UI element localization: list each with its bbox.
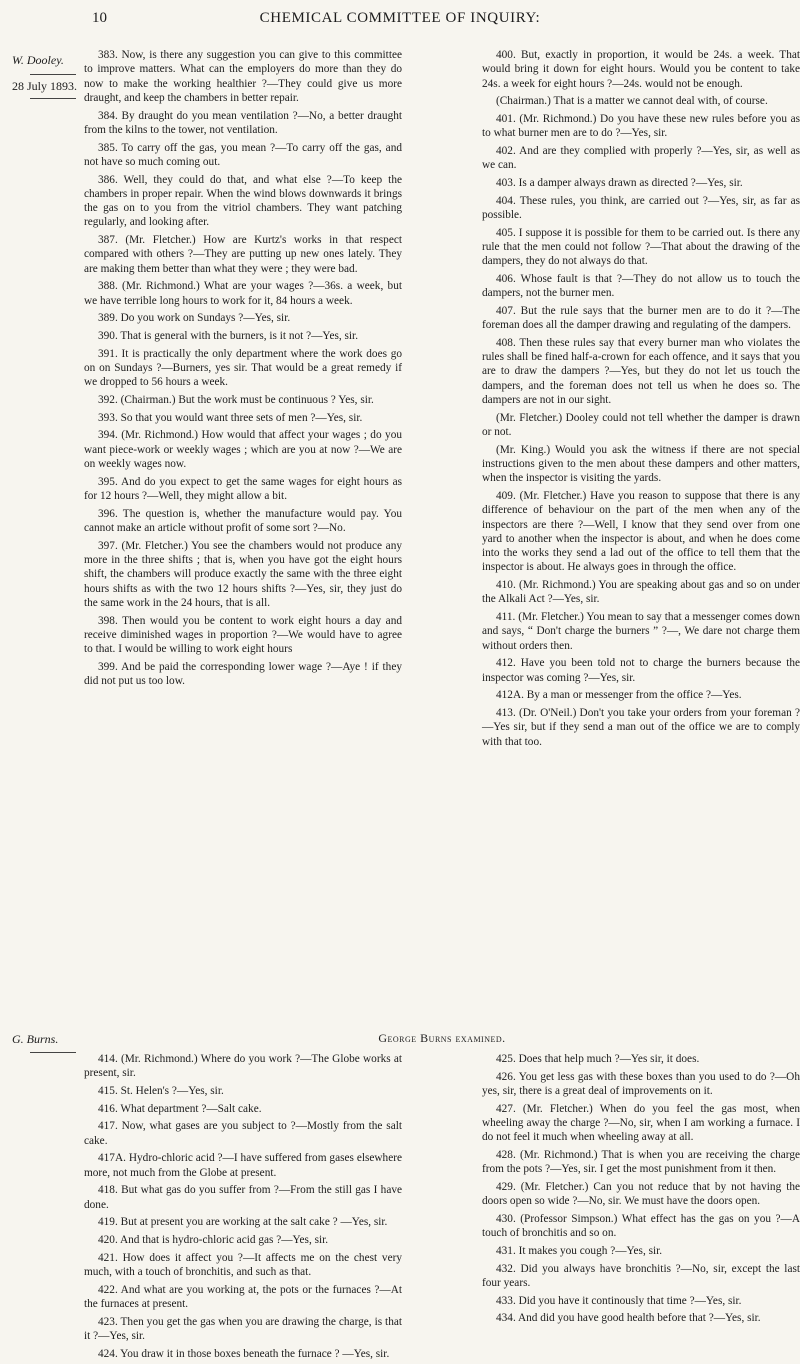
section2-left-column [84, 1052, 402, 1364]
paragraph: 412A. By a man or messenger from the office ?—Yes. [496, 689, 742, 702]
margin-divider [30, 74, 76, 75]
paragraph: 434. And did you have good health before that ?—Yes, sir. [496, 1312, 761, 1325]
paragraph: (Mr. Fletcher.) Dooley could not tell whether the damper is drawn or not. [482, 411, 800, 439]
paragraph: 389. Do you work on Sundays ?—Yes, sir. [98, 312, 291, 325]
paragraph: 427. (Mr. Fletcher.) When do you feel the gas most, when wheeling away the charge ?—No, sir, when I am working a furnace. I do not feel it much when wheeling away at all. [482, 1102, 800, 1144]
section1-right-column [482, 48, 800, 752]
witness-name-margin: G. Burns. [12, 1032, 59, 1046]
paragraph: 396. The question is, whether the manufacture would pay. You cannot make an article without profit of some sort ?—No. [84, 507, 402, 534]
paragraph: 399. And be paid the corresponding lower wage ?—Aye ! if they did not put us too low. [84, 660, 402, 688]
examination-heading: George Burns examined. [378, 1031, 506, 1045]
paragraph: 384. By draught do you mean ventilation ?—No, a better draught from the kilns to the tower, not ventilation. [84, 109, 402, 136]
paragraph: 429. (Mr. Fletcher.) Can you not reduce that by not having the doors open so wide ?—No, sir. We must have the doors open. [482, 1180, 800, 1208]
paragraph: 393. So that you would want three sets of men ?—Yes, sir. [98, 411, 363, 424]
paragraph: 412. Have you been told not to charge the burners because the inspector was coming ?—Yes, sir. [482, 657, 800, 684]
paragraph: 417A. Hydro-chloric acid ?—I have suffered from gases elsewhere more, not much from the Globe at present. [84, 1152, 402, 1179]
paragraph: 419. But at present you are working at the salt cake ? —Yes, sir. [98, 1216, 388, 1229]
paragraph: 418. But what gas do you suffer from ?—From the still gas I have done. [84, 1184, 402, 1211]
paragraph: 385. To carry off the gas, you mean ?—To carry off the gas, and not have so much coming out. [84, 141, 402, 168]
paragraph: 423. Then you get the gas when you are drawing the charge, is that it ?—Yes, sir. [84, 1315, 402, 1342]
paragraph: 433. Did you have it continously that time ?—Yes, sir. [496, 1294, 742, 1307]
margin-divider [30, 1052, 76, 1053]
paragraph: (Mr. King.) Would you ask the witness if there are not special instructions given to the men about these dampers and other matters, when the inspector is visiting the yards. [482, 443, 800, 485]
paragraph: 417. Now, what gases are you subject to ?—Mostly from the salt cake. [84, 1120, 402, 1147]
paragraph: 386. Well, they could do that, and what else ?—To keep the chambers in proper repair. When the wind blows downwards it brings the gas on to you from the vitriol chambers. They want patching regularly, and looking after. [84, 173, 402, 229]
margin-divider [30, 98, 76, 99]
witness-name-margin: W. Dooley. [12, 53, 64, 67]
paragraph: 431. It makes you cough ?—Yes, sir. [496, 1244, 663, 1257]
section1-left-column [84, 48, 402, 692]
page-header [0, 4, 800, 32]
paragraph: 430. (Professor Simpson.) What effect has the gas on you ?—A touch of bronchitis and so on. [482, 1212, 800, 1240]
paragraph: 425. Does that help much ?—Yes sir, it does. [496, 1053, 700, 1065]
paragraph: 420. And that is hydro-chloric acid gas ?—Yes, sir. [98, 1234, 329, 1246]
page-number: 10 [92, 10, 107, 26]
paragraph: 411. (Mr. Fletcher.) You mean to say that a messenger comes down and says, “ Don't charge the burners ” ?—, We dare not charge them without orders then. [482, 611, 800, 652]
paragraph: 408. Then these rules say that every burner man who violates the rules shall be fined half-a-crown for each offence, and it says that you are to draw the dampers ?—Yes, but they do not let us touch the dampers, and the foreman does not tell us when he does so. The dampers are not in our sight. [482, 336, 800, 407]
running-title: CHEMICAL COMMITTEE OF INQUIRY: [259, 10, 541, 26]
paragraph: 392. (Chairman.) But the work must be continuous ? Yes, sir. [98, 394, 374, 407]
paragraph: 421. How does it affect you ?—It affects me on the chest very much, with a touch of bronchitis, and such as that. [84, 1251, 402, 1278]
paragraph: 394. (Mr. Richmond.) How would that affect your wages ; do you want piece-work or weekly wages ; which are you at now ?—We are on weekly wages now. [84, 429, 402, 471]
paragraph: 403. Is a damper always drawn as directed ?—Yes, sir. [496, 176, 743, 189]
paragraph: 422. And what are you working at, the pots or the furnaces ?—At the furnaces at present. [84, 1283, 402, 1310]
paragraph: 400. But, exactly in proportion, it would be 24s. a week. That would bring it down for eight hours. Would you be content to take 24s. a week for eight hours ?—24s. would not be enough. [482, 49, 800, 90]
paragraph: 432. Did you always have bronchitis ?—No, sir, except the last four years. [482, 1262, 800, 1289]
paragraph: 387. (Mr. Fletcher.) How are Kurtz's works in that respect compared with others ?—They are putting up new ones lately. They are making them better than what they were ; they were bad. [84, 234, 402, 275]
paragraph: 404. These rules, you think, are carried out ?—Yes, sir, as far as possible. [482, 194, 800, 221]
paragraph: (Chairman.) That is a matter we cannot deal with, of course. [496, 95, 768, 108]
paragraph: 398. Then would you be content to work eight hours a day and receive diminished wages in proportion ?—We would have to agree to that. I would be willing to work eight hours [84, 614, 402, 656]
paragraph: 428. (Mr. Richmond.) That is when you are receiving the charge from the pots ?—Yes, sir. I get the most punishment from it then. [482, 1148, 800, 1176]
paragraph: 402. And are they complied with properly ?—Yes, sir, as well as we can. [482, 144, 800, 172]
paragraph: 390. That is general with the burners, is it not ?—Yes, sir. [98, 330, 359, 343]
paragraph: 424. You draw it in those boxes beneath the furnace ? —Yes, sir. [98, 1347, 390, 1360]
paragraph: 395. And do you expect to get the same wages for eight hours as for 12 hours ?—Well, they might allow a bit. [84, 475, 402, 502]
paragraph: 426. You get less gas with these boxes than you used to do ?—Oh yes, sir, there is a great deal of improvements on it. [482, 1070, 800, 1097]
section2-right-column [482, 1052, 800, 1329]
paragraph: 405. I suppose it is possible for them to be carried out. Is there any rule that the men could not follow ?—That about the drawing of the dampers, they do not always do that. [482, 226, 800, 268]
paragraph: 391. It is practically the only department where the work does go on on Sundays ?—Burners, yes sir. That would be a great remedy if we dropped to 56 hours a week. [84, 347, 402, 389]
paragraph: 406. Whose fault is that ?—They do not allow us to touch the dampers, not the burner men. [482, 272, 800, 300]
paragraph: 416. What department ?—Salt cake. [98, 1102, 262, 1115]
paragraph: 415. St. Helen's ?—Yes, sir. [98, 1084, 224, 1097]
date-margin: 28 July 1893. [12, 79, 78, 93]
paragraph: 409. (Mr. Fletcher.) Have you reason to suppose that there is any difference of behaviour on the part of the men when any of the inspectors are there ?—Well, I know that they send over from one yard to another when the inspector is about, and when he does come into the works they send a lad out of the office to tell them that the inspector is about. He always goes in through the office. [482, 490, 800, 574]
paragraph: 388. (Mr. Richmond.) What are your wages ?—36s. a week, but we have terrible long hours to work for it, 84 hours a week. [84, 280, 402, 307]
paragraph: 383. Now, is there any suggestion you can give to this committee to improve matters. What can the employers do more than they do now to make the working healthier ?—They could give us more draught, and keep the chambers in better repair. [84, 49, 402, 104]
paragraph: 401. (Mr. Richmond.) Do you have these new rules before you as to what burner men are to do ?—Yes, sir. [482, 112, 800, 140]
paragraph: 413. (Dr. O'Neil.) Don't you take your orders from your foreman ?—Yes sir, but if they send a man out of the office we are to comply with that too. [482, 707, 800, 748]
paragraph: 407. But the rule says that the burner men are to do it ?—The foreman does all the damper drawing and regulating of the dampers. [482, 304, 800, 332]
paragraph: 410. (Mr. Richmond.) You are speaking about gas and so on under the Alkali Act ?—Yes, sir. [482, 579, 800, 606]
paragraph: 397. (Mr. Fletcher.) You see the chambers would not produce any more in the three shifts ; that is, when you have got the eight hours shift, the chambers will produce exactly the same with the three eight hours shifts as with the two 12 hours shifts ?—Yes, sir, they just do the same work in the 24 hours, that is all. [84, 539, 402, 609]
paragraph: 414. (Mr. Richmond.) Where do you work ?—The Globe works at present, sir. [84, 1053, 402, 1080]
